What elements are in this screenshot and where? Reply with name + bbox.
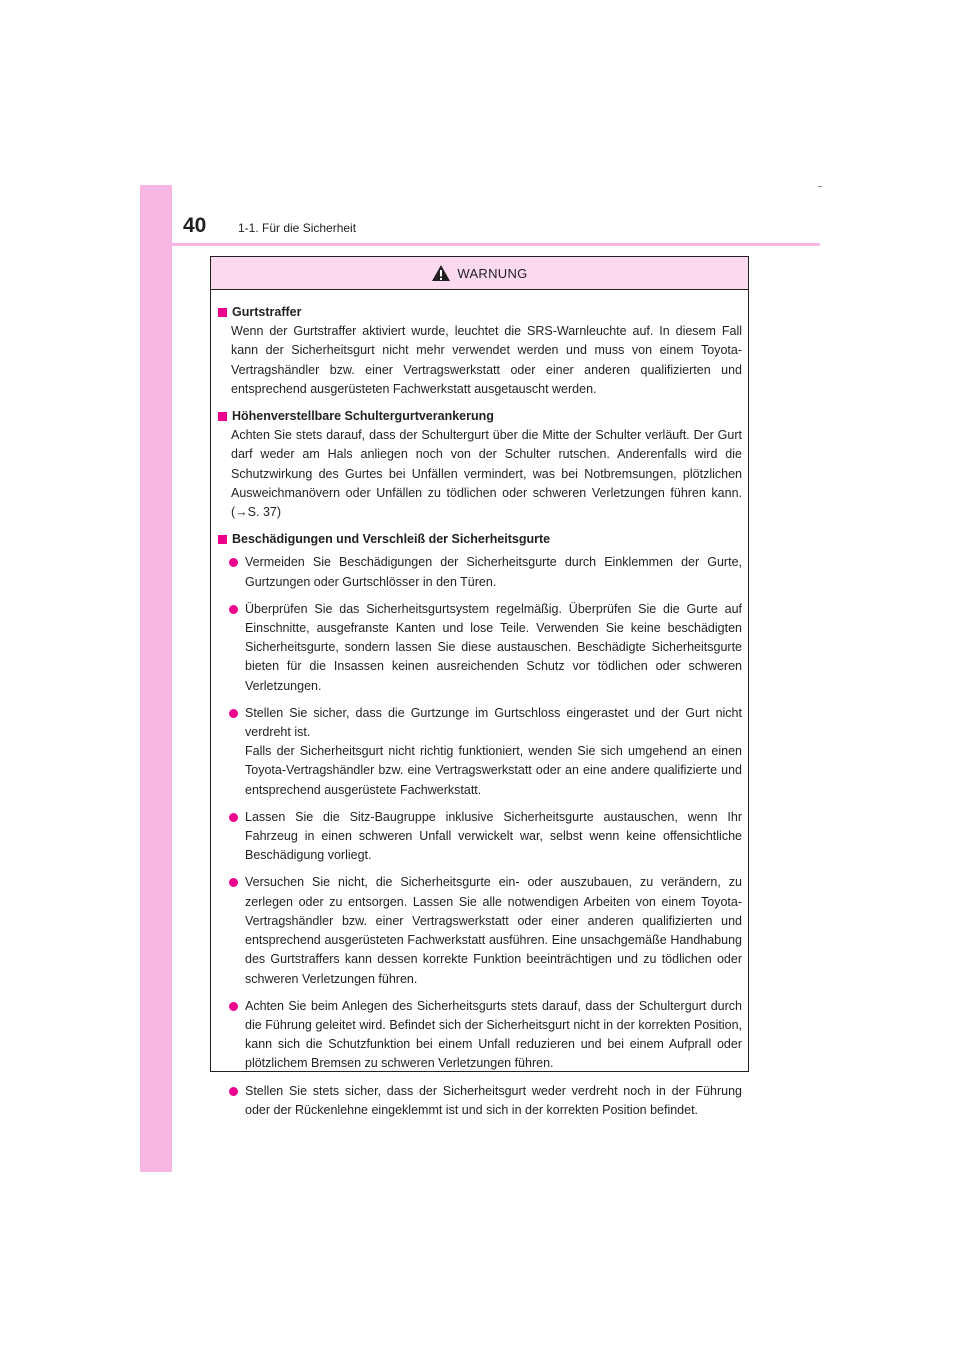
list-item — [218, 553, 742, 591]
bullet-dot-icon — [229, 813, 238, 822]
bullet-dot-icon — [229, 1087, 238, 1096]
header-rule — [140, 243, 820, 246]
side-thumb-strip — [140, 185, 172, 1172]
list-item — [218, 704, 742, 800]
bullet-dot-icon — [229, 709, 238, 718]
section-schultergurtverankerung — [218, 407, 742, 522]
section-marker-icon — [218, 308, 227, 317]
crop-mark — [818, 186, 822, 187]
list-item — [218, 873, 742, 988]
list-item — [218, 997, 742, 1074]
bullet-dot-icon — [229, 878, 238, 887]
list-item — [218, 1082, 742, 1120]
section-text: Achten Sie stets darauf, dass der Schultergurt über die Mitte der Schulter verläuft. Der Gurt darf weder am Hals anliegen noch von der Schulter rutschen. Anderenfalls wird die Schutzwirkung des Gurtes bei Unfällen vermindert, was bei Notbremsungen, plötzlichen Ausweichmanövern oder Unfällen zu tödlichen oder schweren Verletzungen führen kann. (→S. 37) — [231, 428, 742, 520]
bullet-text: Achten Sie beim Anlegen des Sicherheitsgurts stets darauf, dass der Schultergurt durch die Führung geleitet wird. Befindet sich der Sicherheitsgurt nicht in der korrekten Position, kann sich die Schutzfunktion bei einem Unfall reduzieren und bei einem Aufprall oder plötzlichem Bremsen zu schweren Verletzungen führen. — [245, 998, 742, 1071]
list-item — [218, 600, 742, 696]
section-beschaedigungen — [218, 530, 742, 1120]
section-text: Wenn der Gurtstraffer aktiviert wurde, leuchtet die SRS-Warnleuchte auf. In diesem Fall kann der Sicherheitsgurt nicht mehr verwendet werden und muss von einem Toyota-Vertragshändler bzw. einer Vertragswerkstatt oder einer anderen qualifizierten und entsprechend ausgerüsteten Fachwerkstatt ausgetauscht werden. — [231, 324, 742, 396]
section-heading: Beschädigungen und Verschleiß der Sicherheitsgurte — [232, 532, 551, 547]
bullet-text: Vermeiden Sie Beschädigungen der Sicherheitsgurte durch Einklemmen der Gurte, Gurtzungen oder Gurtschlösser in den Türen. — [245, 555, 742, 589]
page-number: 40 — [183, 214, 207, 237]
bullet-text: Stellen Sie sicher, dass die Gurtzunge im Gurtschloss eingerastet und der Gurt nicht verdreht ist. — [245, 705, 742, 740]
warning-body — [211, 290, 748, 1120]
bullet-text: Versuchen Sie nicht, die Sicherheitsgurte ein- oder auszubauen, zu verändern, zu zerlegen oder zu entsorgen. Lassen Sie alle notwendigen Arbeiten von einem Toyota-Vertragshändler bzw. einer Vertragswerkstatt oder einer anderen qualifizierten und entsprechend ausgerüsteten Fachwerkstatt ausführen. Eine unsachgemäße Handhabung des Gurtstraffers kann dessen korrekte Funktion beeinträchtigen und zu tödlichen oder schweren Verletzungen führen. — [245, 875, 742, 986]
bullet-continuation: Falls der Sicherheitsgurt nicht richtig funktioniert, wenden Sie sich umgehend an einen Toyota-Vertragshändler bzw. eine Vertragswerkstatt oder an eine andere qualifizierte und entsprechend ausgerüstete Fachwerkstatt. — [245, 744, 742, 797]
warning-triangle-icon — [431, 264, 451, 282]
warning-title: WARNUNG — [457, 265, 528, 281]
section-heading: Höhenverstellbare Schultergurtverankerung — [232, 409, 494, 424]
list-item — [218, 808, 742, 866]
bullet-text: Lassen Sie die Sitz-Baugruppe inklusive Sicherheitsgurte austauschen, wenn Ihr Fahrzeug in einen schweren Unfall verwickelt war, selbst wenn keine offensichtliche Beschädigung vorliegt. — [245, 809, 742, 863]
bullet-dot-icon — [229, 558, 238, 567]
warning-box — [210, 256, 749, 1117]
section-heading: Gurtstraffer — [232, 305, 302, 319]
section-title: 1-1. Für die Sicherheit — [238, 221, 357, 235]
section-marker-icon — [218, 412, 227, 421]
section-marker-icon — [218, 535, 227, 544]
bullet-text: Stellen Sie stets sicher, dass der Sicherheitsgurt weder verdreht noch in der Führung oder der Rückenlehne eingeklemmt ist und sich in der korrekten Position befindet. — [245, 1083, 742, 1117]
bullet-dot-icon — [229, 605, 238, 614]
section-gurtstraffer — [218, 303, 742, 399]
bullet-dot-icon — [229, 1002, 238, 1011]
warning-header — [211, 257, 748, 290]
bullet-text: Überprüfen Sie das Sicherheitsgurtsystem regelmäßig. Überprüfen Sie die Gurte auf Einschnitte, ausgefranste Kanten und lose Teile. Verwenden Sie keine beschädigten Sicherheitsgurte, sondern lassen Sie diese austauschen. Beschädigte Sicherheitsgurte bieten für die Insassen keinen ausreichenden Schutz vor tödlichen oder schweren Verletzungen. — [245, 601, 742, 693]
